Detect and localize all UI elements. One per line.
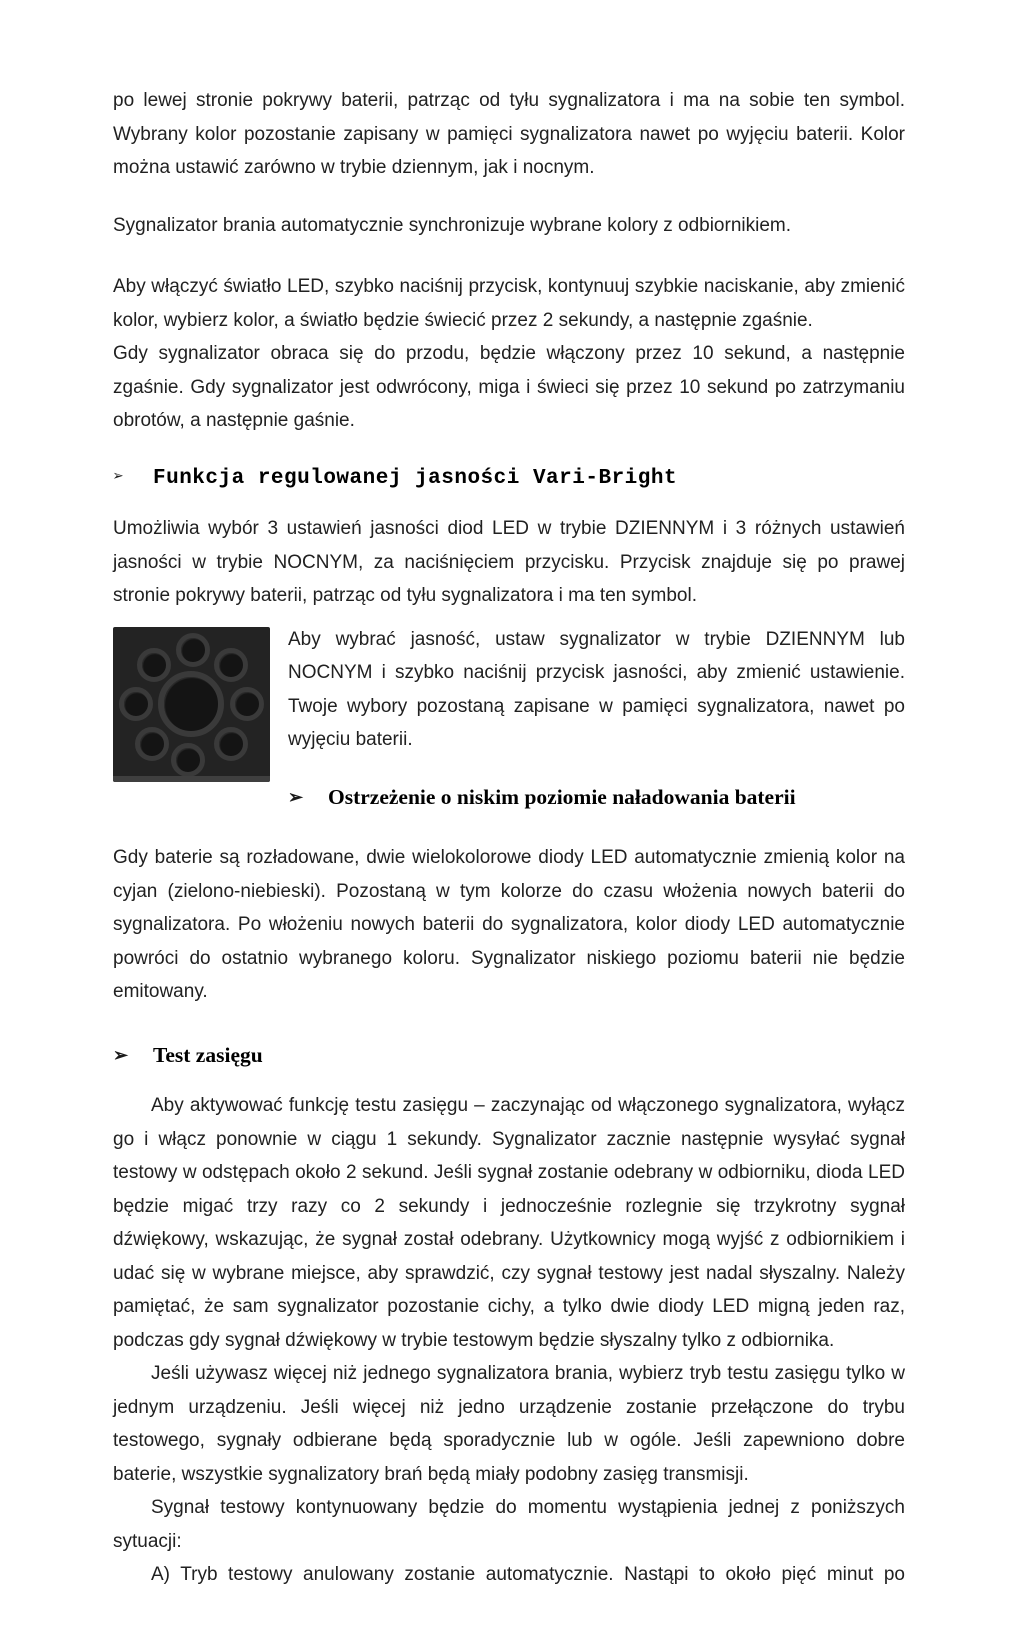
paragraph-varibright: Umożliwia wybór 3 ustawień jasności diod LED w trybie DZIENNYM i 3 różnych ustawień jasności w trybie NOCNYM, za naciśnięciem przycisku. Przycisk znajduje się po prawej stronie pokrywy baterii, patrząc od tyłu sygnalizatora i ma ten symbol. [113, 518, 905, 606]
range-test-body [113, 1089, 905, 1592]
led-circle-bottom-left [135, 727, 169, 761]
paragraph-led-rotation: Gdy sygnalizator obraca się do przodu, będzie włączony przez 10 sekund, a następnie zgaśnie. Gdy sygnalizator jest odwrócony, miga i świeci się przez 10 sekund po zatrzymaniu obrotów, a następnie gaśnie. [113, 343, 905, 431]
paragraph-range-multiple-devices: Jeśli używasz więcej niż jednego sygnalizatora brania, wybierz tryb testu zasięgu tylko w jednym urządzeniu. Jeśli więcej niż jedno urządzenie zostanie przełączone do trybu testowego, sygnały odbierane będą sporadycznie lub w ogóle. Jeśli zapewniono dobre baterie, wszystkie sygnalizatory brań będą miały podobny zasięg transmisji. [113, 1363, 905, 1485]
paragraph-range-activate: Aby aktywować funkcję testu zasięgu – zaczynając od włączonego sygnalizatora, wyłącz go i włącz ponownie w ciągu 1 sekundy. Sygnalizator zacznie następnie wysyłać sygnał testowy w odstępach około 2 sekund. Jeśli sygnał zostanie odebrany w odbiorniku, dioda LED będzie migać trzy razy co 2 sekundy i jednocześnie rozlegnie się trzykrotny sygnał dźwiękowy, wskazując, że sygnał został odebrany. Użytkownicy mogą wyjść z odbiornikiem i udać się w wybrane miejsce, aby sprawdzić, czy sygnał testowy jest nadal słyszalny. Należy pamiętać, że sam sygnalizator pozostanie cichy, a tylko dwie diody LED migną jeden raz, podczas gdy sygnał dźwiękowy w trybie testowym będzie słyszalny tylko z odbiornika. [113, 1095, 905, 1351]
paragraph-low-battery: Gdy baterie są rozładowane, dwie wielokolorowe diody LED automatycznie zmienią kolor na cyjan (zielono-niebieski). Pozostaną w tym kolorze do czasu włożenia nowych baterii do sygnalizatora. Po włożeniu nowych baterii do sygnalizatora, kolor diody LED automatycznie powróci do ostatnio wybranego koloru. Sygnalizator niskiego poziomu baterii nie będzie emitowany. [113, 847, 905, 1002]
brightness-button-figure [113, 627, 270, 782]
heading-low-battery [288, 781, 905, 816]
led-circle-top-left [137, 648, 171, 682]
led-circle-top [176, 633, 210, 667]
paragraph-led-on: Aby włączyć światło LED, szybko naciśnij przycisk, kontynuuj szybkie naciskanie, aby zmienić kolor, wybierz kolor, a światło będzie świecić przez 2 sekundy, a następnie zgaśnie. [113, 276, 905, 331]
heading-range-test-label: Test zasięgu [153, 1042, 263, 1067]
arrow-bullet-icon: ➢ [113, 1044, 129, 1065]
led-circle-bottom [171, 743, 205, 777]
led-circle-bottom-right [214, 727, 248, 761]
led-circle-left [119, 687, 153, 721]
paragraph-range-until: Sygnał testowy kontynuowany będzie do momentu wystąpienia jednej z poniższych sytuacji: [113, 1497, 905, 1552]
led-circle-top-right [214, 648, 248, 682]
arrow-bullet-icon: ➢ [288, 786, 304, 807]
led-circle-right [230, 687, 264, 721]
paragraph-sync: Sygnalizator brania automatycznie synchronizuje wybrane kolory z odbiornikiem. [113, 214, 791, 236]
paragraph-brightness-select: Aby wybrać jasność, ustaw sygnalizator w trybie DZIENNYM lub NOCNYM i szybko naciśnij przycisk jasności, aby zmienić ustawienie. Twoje wybory pozostaną zapisane w pamięci sygnalizatora, nawet po wyjęciu baterii. [288, 628, 905, 750]
center-button-circle [158, 671, 224, 737]
heading-varibright [113, 462, 905, 497]
heading-low-battery-label: Ostrzeżenie o niskim poziomie naładowania baterii [328, 784, 796, 809]
paragraph-color-memory: po lewej stronie pokrywy baterii, patrząc od tyłu sygnalizatora i ma na sobie ten symbol. Wybrany kolor pozostanie zapisany w pamięci sygnalizatora nawet po wyjęciu baterii. Kolor można ustawić zarówno w trybie dziennym, jak i nocnym. [113, 90, 905, 178]
arrow-bullet-icon: ➢ [113, 467, 125, 488]
heading-range-test [113, 1039, 905, 1074]
heading-varibright-label: Funkcja regulowanej jasności Vari-Bright [153, 466, 678, 490]
paragraph-range-item-a: A) Tryb testowy anulowany zostanie automatycznie. Nastąpi to około pięć minut po [151, 1564, 905, 1585]
